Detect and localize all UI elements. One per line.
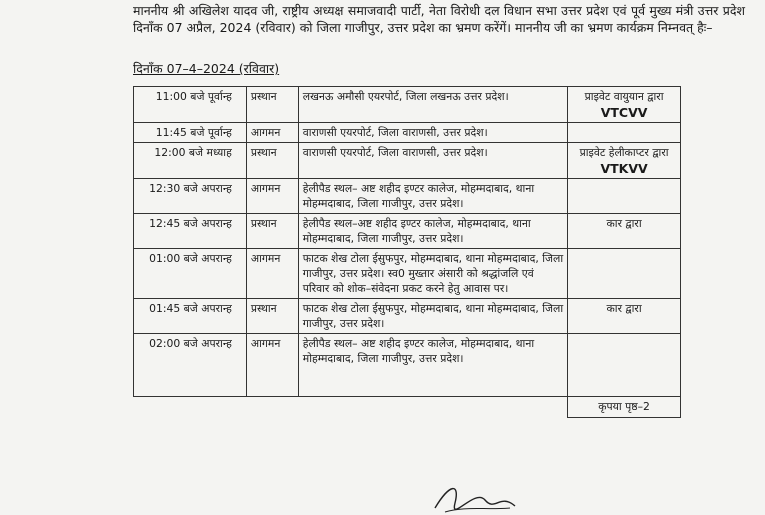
aircraft-code: VTCVV: [600, 105, 648, 120]
action-cell: आगमन: [246, 249, 298, 299]
time-cell: 11:00 बजे पूर्वान्ह: [134, 87, 247, 123]
mode-cell: कार द्वारा: [568, 214, 681, 249]
table-row: [134, 123, 681, 143]
action-cell: आगमन: [246, 334, 298, 397]
table-row: [134, 214, 681, 249]
place-cell: वाराणसी एयरपोर्ट, जिला वाराणसी, उत्तर प्रदेश।: [298, 143, 567, 179]
action-cell: आगमन: [246, 179, 298, 214]
signature-mark: [430, 478, 520, 515]
mode-cell: [568, 334, 681, 397]
mode-cell: [568, 249, 681, 299]
table-row: [134, 179, 681, 214]
place-cell: हेलीपैड स्थल– अष्ट शहीद इण्टर कालेज, मोहम्मदाबाद, थाना मोहम्मदाबाद, जिला गाजीपुर, उत्तर प्रदेश।: [298, 334, 567, 397]
place-cell: फाटक शेख टोला ईसुफपुर, मोहम्मदाबाद, थाना मोहम्मदाबाद, जिला गाजीपुर, उत्तर प्रदेश।: [298, 299, 567, 334]
time-cell: 11:45 बजे पूर्वान्ह: [134, 123, 247, 143]
time-cell: 01:45 बजे अपरान्ह: [134, 299, 247, 334]
table-row: [134, 249, 681, 299]
place-cell: हेलीपैड स्थल– अष्ट शहीद इण्टर कालेज, मोहम्मदाबाद, थाना मोहम्मदाबाद, जिला गाजीपुर, उत्तर प्रदेश।: [298, 179, 567, 214]
time-cell: 12:45 बजे अपरान्ह: [134, 214, 247, 249]
action-cell: प्रस्थान: [246, 143, 298, 179]
continued-note: कृपया पृष्ठ–2: [568, 397, 681, 418]
time-cell: 01:00 बजे अपरान्ह: [134, 249, 247, 299]
time-cell: 12:00 बजे मध्याह: [134, 143, 247, 179]
date-heading: दिनाँक 07–4–2024 (रविवार): [133, 61, 280, 76]
table-row: [134, 87, 681, 123]
itinerary-table: [133, 86, 681, 418]
mode-cell: [568, 87, 681, 123]
table-row: [134, 334, 681, 397]
time-cell: 02:00 बजे अपरान्ह: [134, 334, 247, 397]
intro-paragraph: [133, 2, 745, 36]
intro-text: माननीय श्री अखिलेश यादव जी, राष्ट्रीय अध्यक्ष समाजवादी पार्टी, नेता विरोधी दल विधान सभा उत्तर प्रदेश एवं पूर्व मुख्य मंत्री उत्तर प्रदेश दिनाँक 07 अप्रैल, 2024 (रविवार) को जिला गाजीपुर, उत्तर प्रदेश का भ्रमण करेंगें। माननीय जी का भ्रमण कार्यक्रम निम्नवत् हैः–: [133, 3, 745, 35]
table-footer-row: [134, 397, 681, 418]
mode-cell: [568, 123, 681, 143]
action-cell: आगमन: [246, 123, 298, 143]
table-row: [134, 143, 681, 179]
mode-text: प्राइवेट वायुयान द्वारा: [584, 90, 664, 103]
mode-cell: [568, 143, 681, 179]
time-cell: 12:30 बजे अपरान्ह: [134, 179, 247, 214]
place-cell: हेलीपैड स्थल–अष्ट शहीद इण्टर कालेज, मोहम्मदाबाद, थाना मोहम्मदाबाद, जिला गाजीपुर, उत्तर प्रदेश।: [298, 214, 567, 249]
mode-cell: कार द्वारा: [568, 299, 681, 334]
table-row: [134, 299, 681, 334]
mode-cell: [568, 179, 681, 214]
action-cell: प्रस्थान: [246, 87, 298, 123]
action-cell: प्रस्थान: [246, 214, 298, 249]
place-cell: लखनऊ अमौसी एयरपोर्ट, जिला लखनऊ उत्तर प्रदेश।: [298, 87, 567, 123]
place-cell: फाटक शेख टोला ईसुफपुर, मोहम्मदाबाद, थाना मोहम्मदाबाद, जिला गाजीपुर, उत्तर प्रदेश। स्व0 मुख्तार अंसारी को श्रद्धांजलि एवं परिवार को शोक–संवेदना प्रकट करने हेतु आवास पर।: [298, 249, 567, 299]
action-cell: प्रस्थान: [246, 299, 298, 334]
place-cell: वाराणसी एयरपोर्ट, जिला वाराणसी, उत्तर प्रदेश।: [298, 123, 567, 143]
mode-text: प्राइवेट हेलीकाप्टर द्वारा: [579, 146, 669, 159]
helicopter-code: VTKVV: [600, 161, 648, 176]
